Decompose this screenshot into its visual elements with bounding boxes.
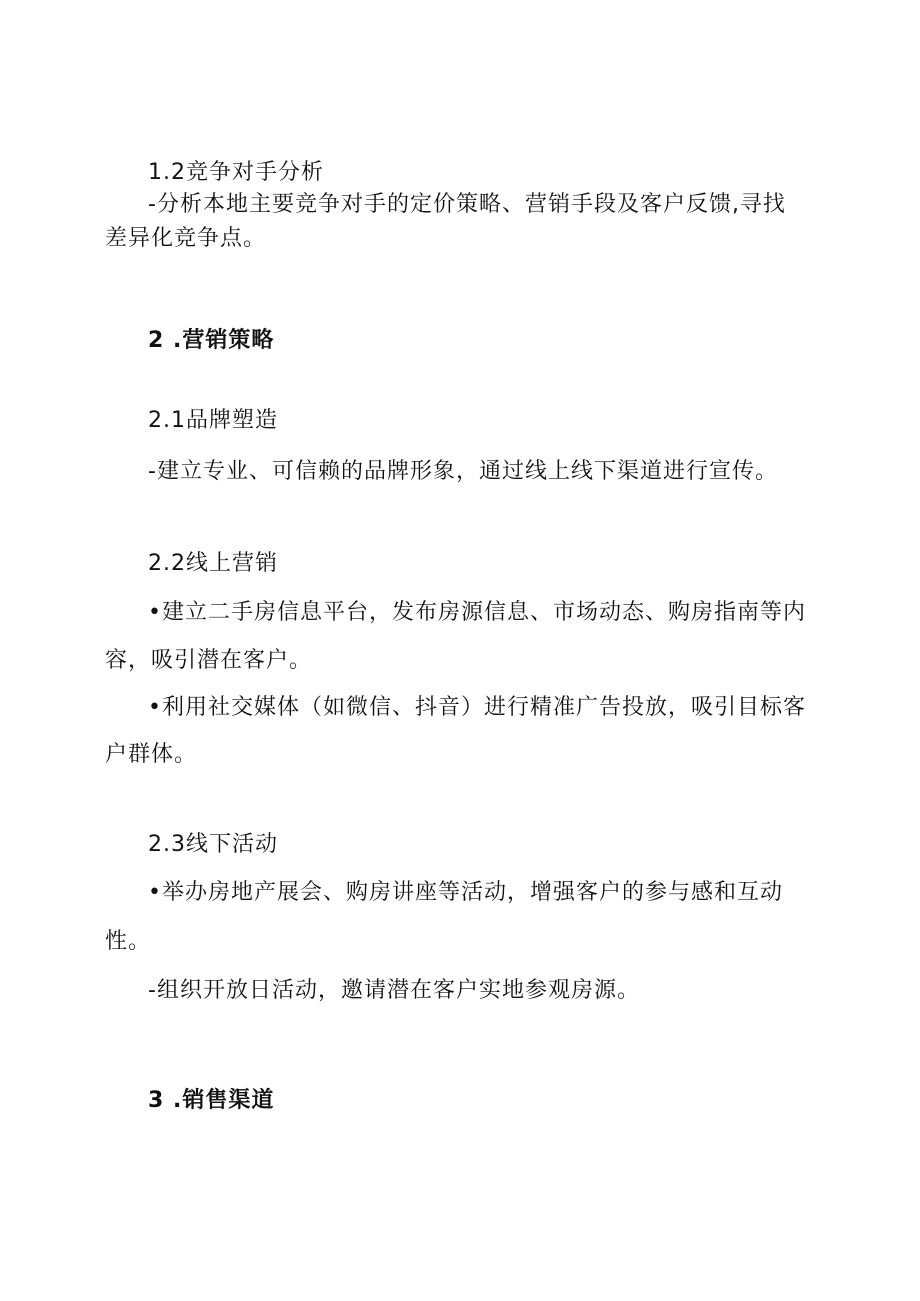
- section-1-2-paragraph-line-1: -分析本地主要竞争对手的定价策略、营销手段及客户反馈,寻找: [148, 192, 786, 217]
- section-2-1-title: 2.1品牌塑造: [148, 408, 278, 433]
- section-2-heading: 2 .营销策略: [148, 328, 275, 353]
- section-2-3-bullet-2: -组织开放日活动，邀请潜在客户实地参观房源。: [148, 978, 640, 1003]
- section-2-2-bullet-2-line-1: •利用社交媒体（如微信、抖音）进行精准广告投放，吸引目标客: [148, 695, 806, 720]
- section-3-heading: 3 .销售渠道: [148, 1088, 275, 1113]
- section-2-3-title: 2.3线下活动: [148, 832, 278, 857]
- section-2-2-bullet-2-line-2: 户群体。: [105, 742, 198, 767]
- section-1-2-paragraph-line-2: 差异化竞争点。: [105, 226, 267, 251]
- section-2-1-paragraph: -建立专业、可信赖的品牌形象，通过线上线下渠道进行宣传。: [148, 459, 778, 484]
- section-1-2-title: 1.2竞争对手分析: [148, 160, 324, 185]
- section-2-2-bullet-1-line-2: 容，吸引潜在客户。: [105, 648, 313, 673]
- section-2-3-bullet-1-line-1: •举办房地产展会、购房讲座等活动，增强客户的参与感和互动: [148, 880, 783, 905]
- section-2-2-bullet-1-line-1: •建立二手房信息平台，发布房源信息、市场动态、购房指南等内: [148, 600, 806, 625]
- section-2-3-bullet-1-line-2: 性。: [105, 929, 152, 954]
- section-2-2-title: 2.2线上营销: [148, 551, 278, 576]
